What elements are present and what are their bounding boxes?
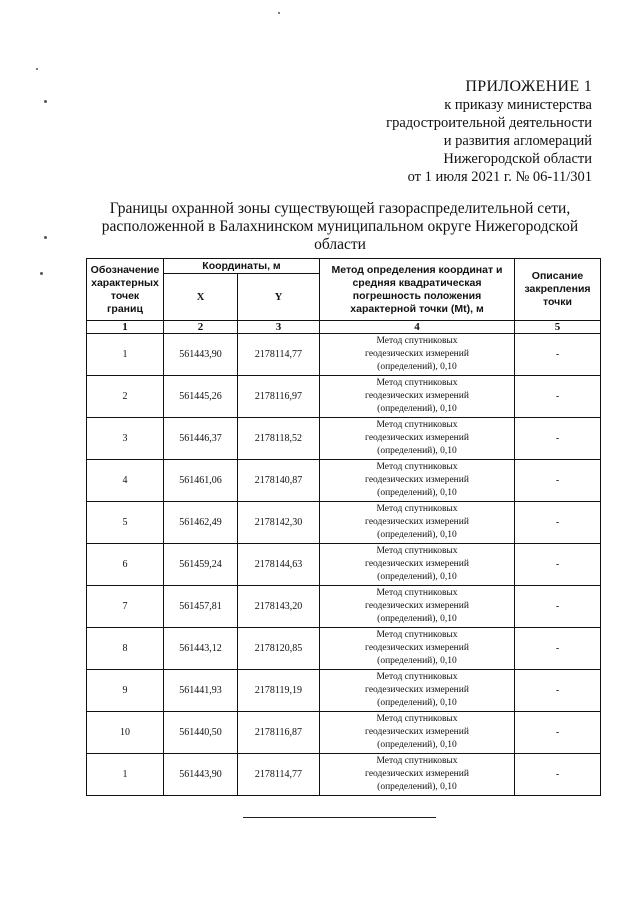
y-coordinate: 2178116,87 — [238, 712, 320, 754]
scan-speck — [44, 236, 47, 239]
scan-speck — [40, 272, 43, 275]
y-coordinate: 2178114,77 — [238, 334, 320, 376]
description-cell: - — [515, 334, 601, 376]
point-number: 3 — [87, 418, 164, 460]
scan-speck — [44, 100, 47, 103]
x-coordinate: 561440,50 — [164, 712, 238, 754]
y-coordinate: 2178120,85 — [238, 628, 320, 670]
description-cell: - — [515, 418, 601, 460]
x-coordinate: 561441,93 — [164, 670, 238, 712]
x-coordinate: 561445,26 — [164, 376, 238, 418]
point-number: 2 — [87, 376, 164, 418]
method-cell: Метод спутниковых геодезических измерений (определений), 0,10 — [320, 586, 515, 628]
method-cell: Метод спутниковых геодезических измерений (определений), 0,10 — [320, 712, 515, 754]
description-cell: - — [515, 586, 601, 628]
column-number: 2 — [164, 321, 238, 334]
y-coordinate: 2178118,52 — [238, 418, 320, 460]
title-line: Границы охранной зоны существующей газораспределительной сети, — [109, 200, 571, 217]
y-coordinate: 2178116,97 — [238, 376, 320, 418]
description-cell: - — [515, 376, 601, 418]
method-cell: Метод спутниковых геодезических измерений (определений), 0,10 — [320, 544, 515, 586]
coordinates-table — [86, 258, 601, 796]
x-coordinate: 561446,37 — [164, 418, 238, 460]
y-coordinate: 2178114,77 — [238, 754, 320, 796]
description-cell: - — [515, 754, 601, 796]
description-cell: - — [515, 544, 601, 586]
x-coordinate: 561443,12 — [164, 628, 238, 670]
title-line: области — [314, 236, 366, 253]
appendix-header — [386, 78, 592, 186]
ministry-line: и развития агломераций — [443, 133, 592, 149]
x-coordinate: 561461,06 — [164, 460, 238, 502]
table-row — [87, 418, 601, 460]
method-cell: Метод спутниковых геодезических измерений (определений), 0,10 — [320, 460, 515, 502]
table-row — [87, 754, 601, 796]
scan-speck — [36, 68, 38, 70]
method-cell: Метод спутниковых геодезических измерений (определений), 0,10 — [320, 376, 515, 418]
column-number: 5 — [515, 321, 601, 334]
column-number: 3 — [238, 321, 320, 334]
point-number: 9 — [87, 670, 164, 712]
y-coordinate: 2178142,30 — [238, 502, 320, 544]
x-header: X — [164, 274, 238, 321]
description-cell: - — [515, 712, 601, 754]
point-number: 5 — [87, 502, 164, 544]
point-number: 7 — [87, 586, 164, 628]
x-coordinate: 561459,24 — [164, 544, 238, 586]
table-row — [87, 502, 601, 544]
point-number: 8 — [87, 628, 164, 670]
point-number: 6 — [87, 544, 164, 586]
table-row — [87, 628, 601, 670]
table-row — [87, 712, 601, 754]
description-cell: - — [515, 670, 601, 712]
title-line: расположенной в Балахнинском муниципальном округе Нижегородской — [101, 218, 579, 235]
x-coordinate: 561462,49 — [164, 502, 238, 544]
appendix-label: ПРИЛОЖЕНИЕ 1 — [465, 78, 592, 95]
point-number: 1 — [87, 334, 164, 376]
region-line: Нижегородской области — [443, 151, 592, 167]
y-coordinate: 2178140,87 — [238, 460, 320, 502]
y-header: Y — [238, 274, 320, 321]
document-title — [70, 200, 610, 254]
scan-speck — [278, 12, 280, 14]
x-coordinate: 561457,81 — [164, 586, 238, 628]
point-number: 10 — [87, 712, 164, 754]
description-cell: - — [515, 628, 601, 670]
table-row — [87, 460, 601, 502]
designation-header: Обозначение характерных точек границ — [87, 259, 164, 321]
x-coordinate: 561443,90 — [164, 754, 238, 796]
coordinates-header: Координаты, м — [164, 259, 320, 274]
table-row — [87, 334, 601, 376]
method-cell: Метод спутниковых геодезических измерений (определений), 0,10 — [320, 334, 515, 376]
point-number: 1 — [87, 754, 164, 796]
method-header: Метод определения координат и средняя квадратическая погрешность положения характерной точки (Mt), м — [320, 259, 515, 321]
x-coordinate: 561443,90 — [164, 334, 238, 376]
method-cell: Метод спутниковых геодезических измерений (определений), 0,10 — [320, 670, 515, 712]
table-row — [87, 376, 601, 418]
column-number: 1 — [87, 321, 164, 334]
column-number: 4 — [320, 321, 515, 334]
method-cell: Метод спутниковых геодезических измерений (определений), 0,10 — [320, 502, 515, 544]
description-header: Описание закрепления точки — [515, 259, 601, 321]
method-cell: Метод спутниковых геодезических измерений (определений), 0,10 — [320, 628, 515, 670]
table-row — [87, 586, 601, 628]
footer-divider — [243, 817, 436, 818]
table-row — [87, 544, 601, 586]
table-row — [87, 670, 601, 712]
method-cell: Метод спутниковых геодезических измерений (определений), 0,10 — [320, 418, 515, 460]
ministry-line: градостроительной деятельности — [386, 115, 592, 131]
description-cell: - — [515, 460, 601, 502]
method-cell: Метод спутниковых геодезических измерений (определений), 0,10 — [320, 754, 515, 796]
order-line: к приказу министерства — [444, 97, 592, 113]
y-coordinate: 2178143,20 — [238, 586, 320, 628]
description-cell: - — [515, 502, 601, 544]
point-number: 4 — [87, 460, 164, 502]
y-coordinate: 2178119,19 — [238, 670, 320, 712]
y-coordinate: 2178144,63 — [238, 544, 320, 586]
order-date-number: от 1 июля 2021 г. № 06-11/301 — [407, 169, 592, 185]
